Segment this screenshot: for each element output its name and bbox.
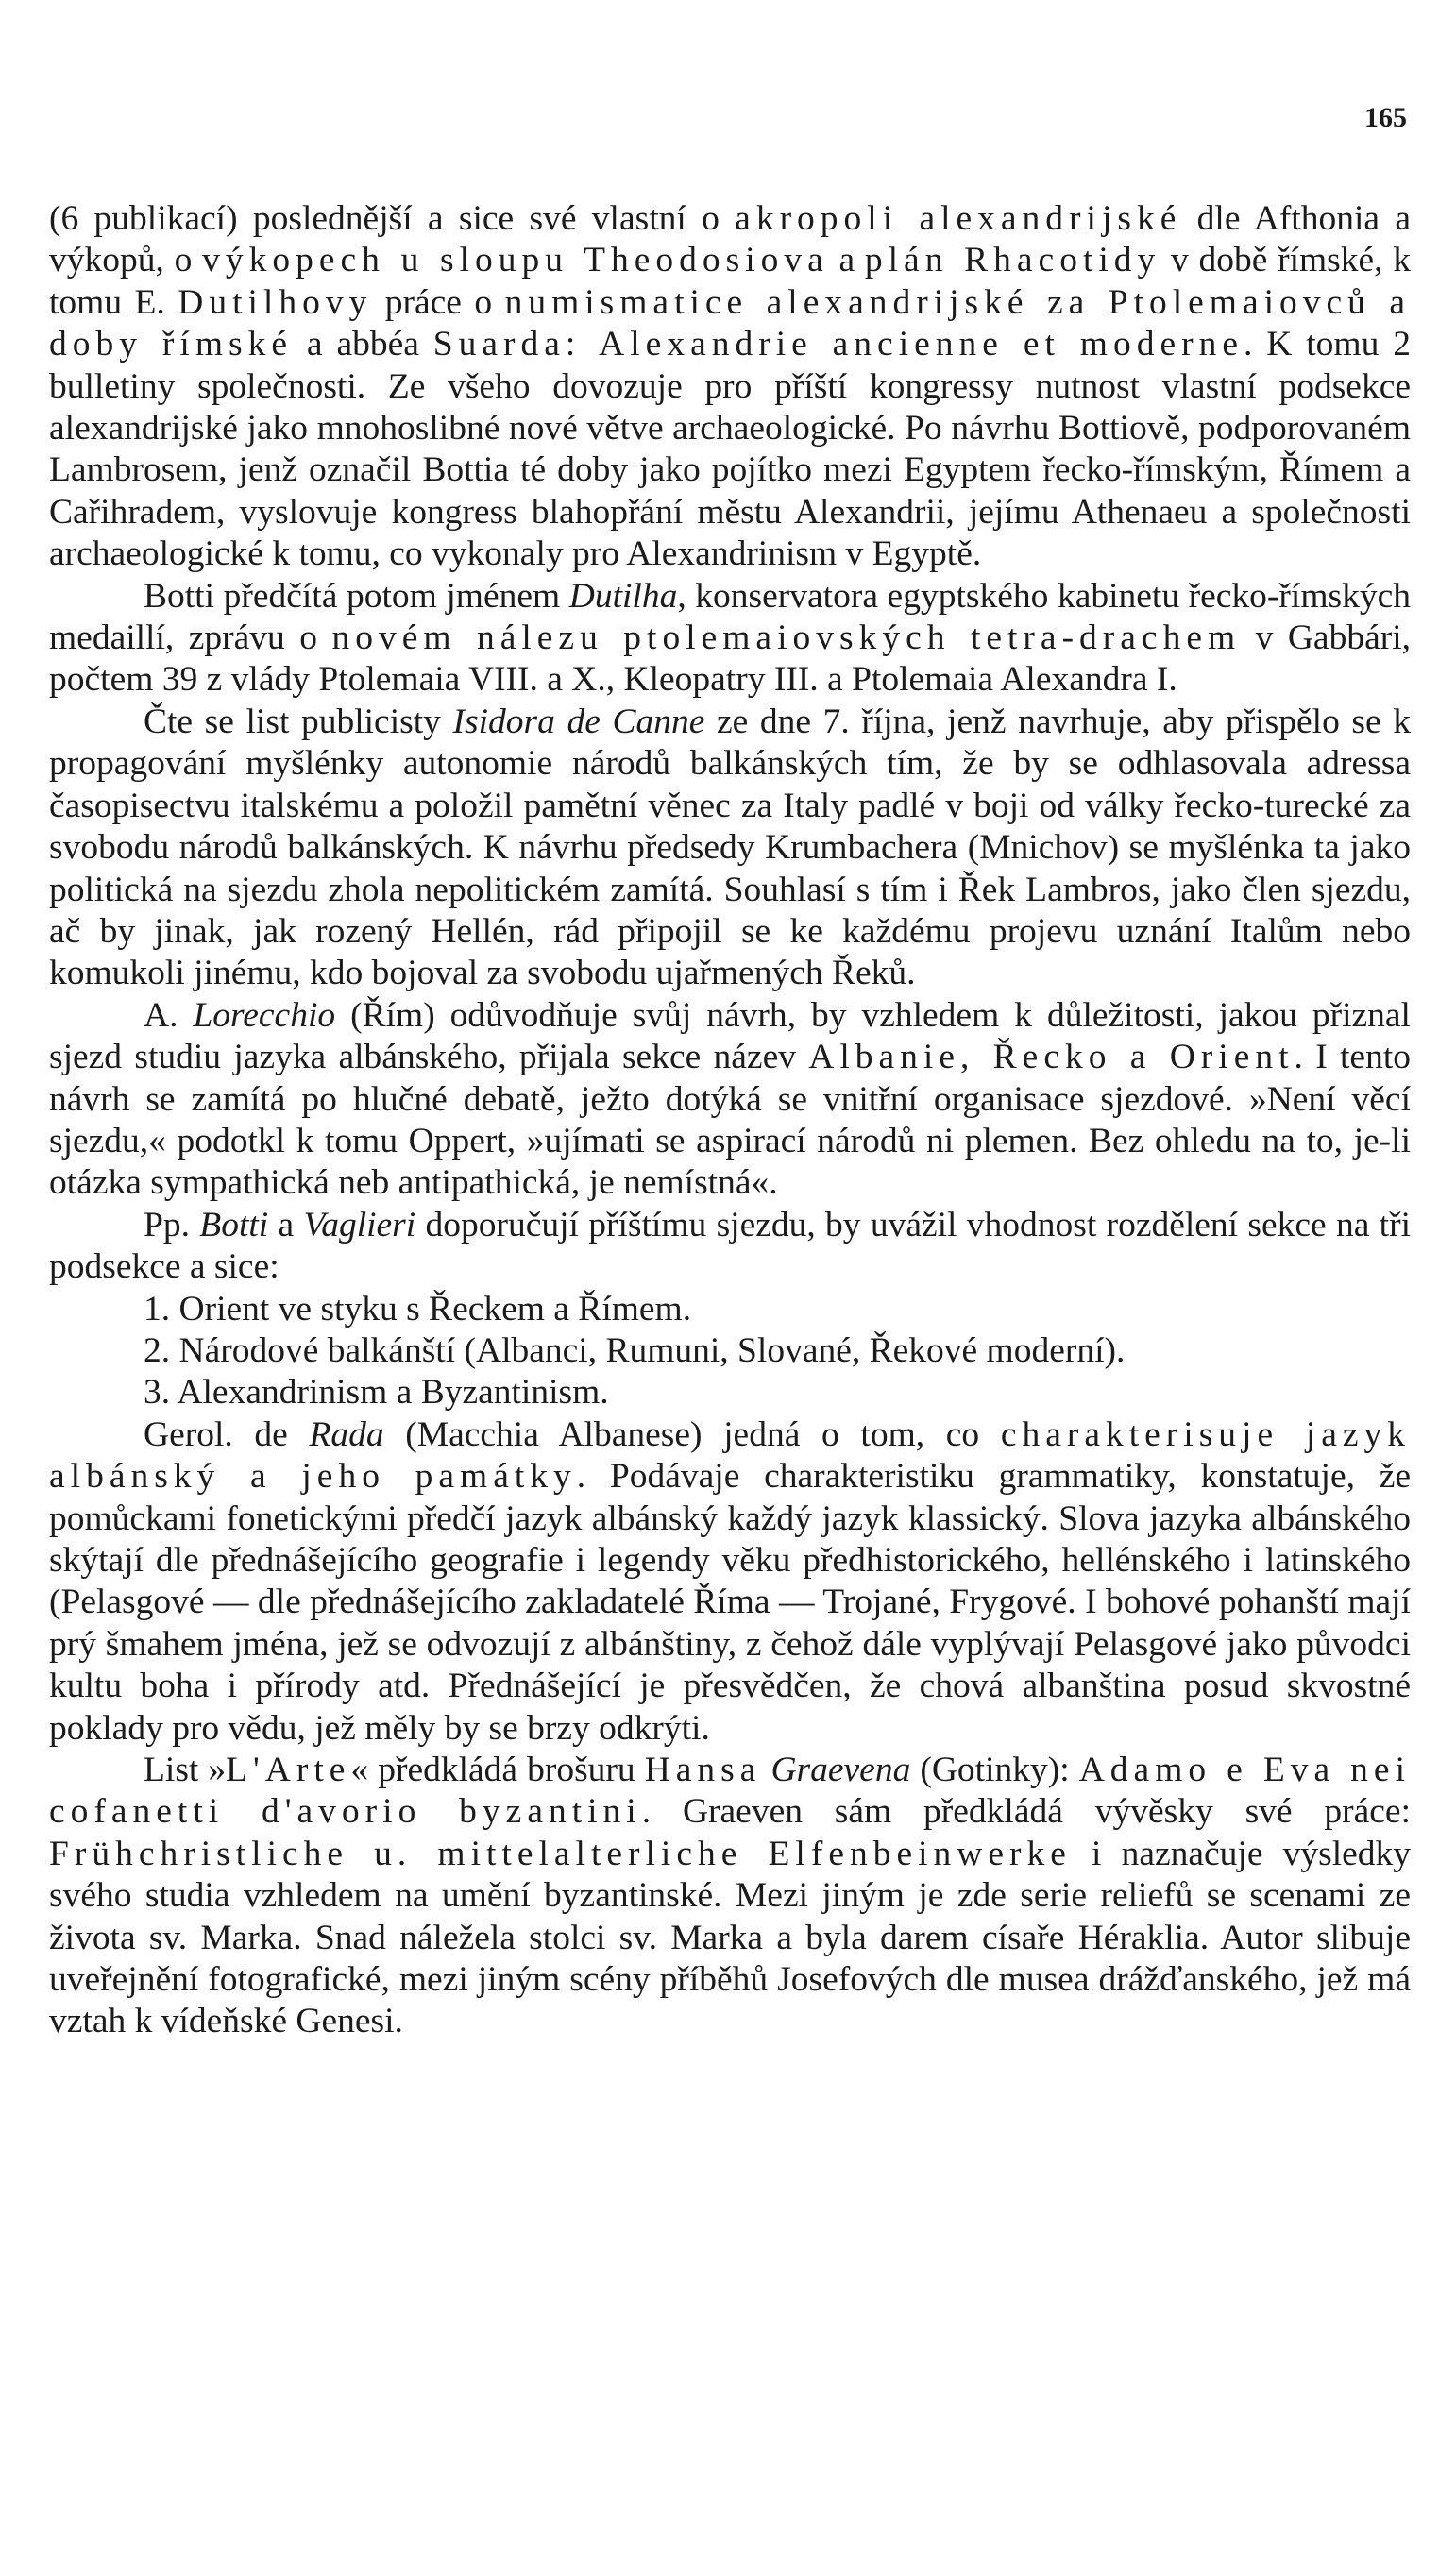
list-item: 3. Alexandrinism a Byzantinism.	[144, 1373, 609, 1413]
spaced-emphasis: plán Rhacotidy	[864, 241, 1161, 280]
spaced-emphasis: Dutilhovy	[178, 282, 373, 322]
text-run: Čte se list publicisty	[144, 702, 453, 741]
text-run: Pp.	[144, 1205, 200, 1244]
paragraph-p3	[49, 702, 1411, 995]
text-run: . Graeven sám předkládá vývěsky své práce:	[641, 1792, 1411, 1832]
italic-name: Lorecchio	[193, 995, 336, 1035]
text-run: (Macchia Albanese) jedná o tom, co	[383, 1414, 1001, 1454]
list-item: 1. Orient ve styku s Řeckem a Římem.	[144, 1289, 692, 1329]
text-run	[761, 1751, 770, 1789]
text-run: ze dne 7. října, jenž navrhuje, aby přispělo se k propagování myšlénky autonomie národů balkánských tím, že by se odhlasovala adressa časopisectvu italskému a položil pamětní věnec za Italy padlé v boji od války řecko-turecké za svobodu národů balkánských. K návrhu předsedy Krumbachera (Mnichov) se myšlénka ta jako politická na sjezdu zhola nepolitickém zamítá. Souhlasí s tím i Řek Lambros, jako člen sjezdu, ač by jinak, jak rozený Hellén, rád připojil se ke každému projevu uznání Italům nebo komukoli jinému, kdo bojoval za svobodu ujařmených Řeků.	[49, 702, 1412, 993]
italic-name: Botti	[199, 1205, 269, 1244]
text-run: Botti předčítá potom jménem	[144, 576, 569, 616]
text-run: . K tomu 2 bulletiny společnosti. Ze všeho dovozuje pro příští kongressy nutnost vlastní podsekce alexandrijské jako mnohoslibné nové větve archaeologické. Po návrhu Bottiově, podporovaném Lambrosem, jenž označil Bottia té doby jako pojítko mezi Egyptem řecko-římským, Římem a Cařihradem, vyslovuje kongress blahopřání městu Alexandrii, jejímu Athenaeu a společnosti archaeologické k tomu, co vykonaly pro Alexandrinism v Egyptě.	[49, 325, 1411, 574]
spaced-emphasis: charakterisuje jazyk albánský a jeho památky	[49, 1414, 1411, 1497]
spaced-emphasis: akropoli alexandrijské	[735, 199, 1182, 238]
paragraphs-after-list	[49, 1414, 1411, 2043]
spaced-emphasis: Albanie, Řecko a Orient	[808, 1038, 1295, 1077]
body-text	[49, 198, 1411, 2043]
text-run: a	[828, 241, 865, 280]
italic-name: Dutilha	[568, 576, 678, 616]
text-run: v Gabbári, počtem 39 z vlády Ptolemaia VIII. a X., Kleopatry III. a Ptolemaia Alexandra I.	[49, 618, 1411, 700]
italic-name: Rada	[309, 1414, 384, 1454]
italic-name: Graevena	[770, 1751, 911, 1790]
text-run: . Podávaje charakteristiku grammatiky, konstatuje, že pomůckami fonetickými předčí jazyk albánský každý jazyk klassický. Slova jazyka albánského skýtají dle přednášejícího geografie i legendy věku předhistorického, hellénského i latinského (Pelasgové — dle přednášejícího zakladatelé Říma — Trojané, Frygové. I bohové pohanští mají prý šmahem jména, jež se odvozují z albánštiny, z čehož dále vyplývají Pelasgové jako původci kultu boha i přírody atd. Přednášející je přesvědčen, že chová albanština posud skvostné poklady pro vědu, jež měly by se brzy odkrýti.	[49, 1457, 1411, 1748]
italic-name: Vaglieri	[303, 1205, 416, 1244]
spaced-emphasis: numismatice alexandrijské za Ptolemaiovců a doby římské	[49, 282, 1412, 364]
spaced-emphasis: L'Arte	[226, 1751, 351, 1790]
text-run: i naznačuje výsledky svého studia vzhledem na umění byzantinské. Mezi jiným je zde serie reliefů se scenami ze života sv. Marka. Snad náležela stolci sv. Marka a byla darem císaře Héraklia. Autor slibuje uveřejnění fotografické, mezi jiným scény příběhů Josefových dle musea drážďanského, jež má vztah k vídeňské Genesi.	[49, 1834, 1412, 2041]
spaced-emphasis: výkopech u sloupu Theodosiova	[202, 241, 829, 280]
spaced-emphasis: novém nálezu ptolemaiovských tetra-drachem	[331, 618, 1242, 658]
text-run: List »	[144, 1751, 227, 1790]
page-number: 165	[1364, 102, 1407, 133]
text-run: doporučují příštímu sjezdu, by uvážil vhodnost rozdělení sekce na tři podsekce a sice:	[49, 1205, 1411, 1287]
spaced-emphasis: Suarda: Alexandrie ancienne et moderne	[432, 325, 1244, 364]
paragraph-p5	[49, 1205, 1411, 1289]
text-run: práce o	[372, 282, 505, 322]
text-run: Gerol. de	[144, 1414, 310, 1454]
text-run: a	[268, 1205, 304, 1244]
text-run: v době římské, k tomu E.	[49, 241, 1411, 322]
text-run: (Řím) odůvodňuje svůj návrh, by vzhledem k důležitosti, jakou přiznal sjezd studiu jazyka albánského, přijala sekce název	[49, 995, 1411, 1077]
subsection-list	[49, 1289, 1411, 1414]
paragraph-p2	[49, 576, 1411, 702]
text-run: (Gotinky):	[910, 1751, 1079, 1790]
text-run: . I tento návrh se zamítá po hlučné debatě, ježto dotýká se vnitřní organisace sjezdové. »Není věcí sjezdu,« podotkl k tomu Oppert, »ujímati se aspirací národů ni plemen. Bez ohledu na to, je-li otázka sympathická neb antipathická, je nemístná«.	[49, 1038, 1411, 1203]
paragraph-p6	[49, 1414, 1411, 1750]
paragraph-p4	[49, 995, 1411, 1205]
text-run: dle Afthonia a výkopů, o	[49, 199, 1411, 280]
spaced-emphasis: Adamo e Eva nei cofanetti d'avorio byzantini	[49, 1751, 1411, 1832]
text-run: (6 publikací) poslednější a sice své vlastní o	[49, 199, 736, 238]
paragraph-p1	[49, 198, 1411, 576]
text-run: « předkládá brošuru	[350, 1751, 645, 1790]
text-run: a abbéa	[292, 325, 433, 364]
list-item: 2. Národové balkánští (Albanci, Rumuni, Slované, Řekové moderní).	[144, 1330, 1126, 1370]
spaced-emphasis: Frühchristliche u. mittelalterliche Elfenbeinwerke	[49, 1834, 1072, 1873]
paragraphs-before-list	[49, 198, 1411, 1289]
paragraph-p7	[49, 1750, 1411, 2043]
text-run: A.	[144, 995, 194, 1035]
spaced-emphasis: Hansa	[644, 1751, 762, 1790]
italic-name: Isidora de Canne	[452, 702, 705, 741]
text-run: , konservatora egyptského kabinetu řecko-římských medaillí, zprávu o	[49, 576, 1411, 658]
